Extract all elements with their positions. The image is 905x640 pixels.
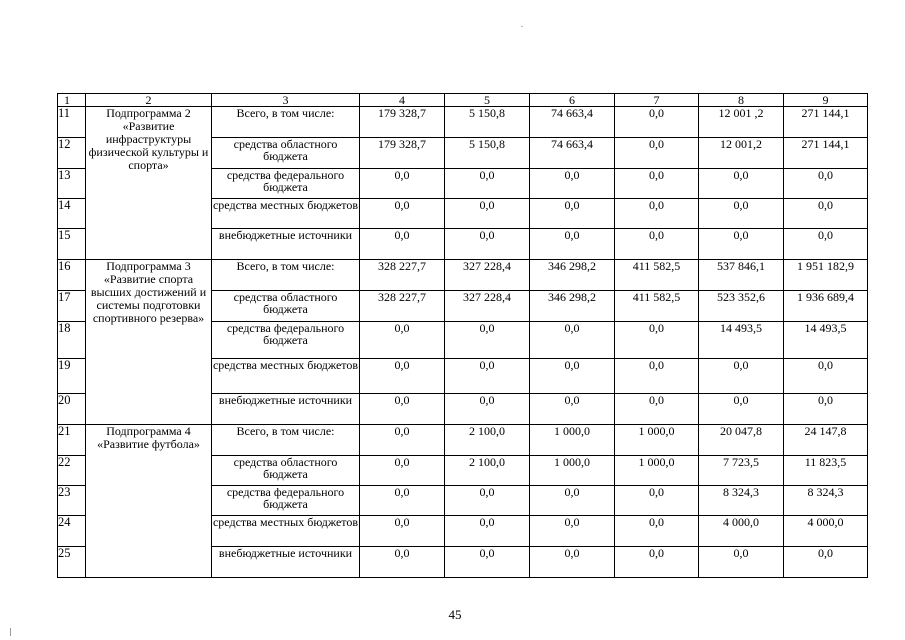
amount-cell: 0,0 <box>784 229 868 260</box>
row-number: 15 <box>58 229 86 260</box>
row-number: 18 <box>58 322 86 359</box>
amount-cell: 0,0 <box>615 516 699 547</box>
funding-source: средства местных бюджетов <box>212 199 360 229</box>
row-number: 11 <box>58 107 86 138</box>
amount-cell: 0,0 <box>615 394 699 425</box>
amount-cell: 0,0 <box>784 359 868 394</box>
amount-cell: 0,0 <box>784 199 868 229</box>
funding-source: средства областного бюджета <box>212 456 360 486</box>
amount-cell: 0,0 <box>445 547 530 578</box>
row-number: 19 <box>58 359 86 394</box>
funding-source: Всего, в том числе: <box>212 107 360 138</box>
row-number: 25 <box>58 547 86 578</box>
header-cell: 9 <box>784 94 868 107</box>
header-cell: 2 <box>86 94 212 107</box>
table-row <box>58 260 868 291</box>
amount-cell: 14 493,5 <box>784 322 868 359</box>
amount-cell: 0,0 <box>445 394 530 425</box>
amount-cell: 0,0 <box>699 169 784 199</box>
funding-source: Всего, в том числе: <box>212 260 360 291</box>
amount-cell: 0,0 <box>530 486 615 516</box>
amount-cell: 411 582,5 <box>615 291 699 322</box>
subprogram-name: Подпрограмма 4 «Развитие футбола» <box>86 425 212 578</box>
amount-cell: 327 228,4 <box>445 291 530 322</box>
amount-cell: 0,0 <box>530 199 615 229</box>
amount-cell: 0,0 <box>784 547 868 578</box>
amount-cell: 0,0 <box>445 199 530 229</box>
amount-cell: 2 100,0 <box>445 456 530 486</box>
amount-cell: 0,0 <box>445 486 530 516</box>
amount-cell: 327 228,4 <box>445 260 530 291</box>
funding-source: внебюджетные источники <box>212 394 360 425</box>
header-cell: 8 <box>699 94 784 107</box>
row-number: 24 <box>58 516 86 547</box>
funding-source: средства местных бюджетов <box>212 359 360 394</box>
amount-cell: 1 936 689,4 <box>784 291 868 322</box>
table-body <box>58 94 868 578</box>
funding-source: Всего, в том числе: <box>212 425 360 456</box>
amount-cell: 0,0 <box>445 516 530 547</box>
header-cell: 5 <box>445 94 530 107</box>
amount-cell: 0,0 <box>615 322 699 359</box>
amount-cell: 0,0 <box>360 486 445 516</box>
amount-cell: 0,0 <box>530 229 615 260</box>
amount-cell: 12 001 ,2 <box>699 107 784 138</box>
header-cell: 4 <box>360 94 445 107</box>
amount-cell: 179 328,7 <box>360 107 445 138</box>
amount-cell: 0,0 <box>360 516 445 547</box>
amount-cell: 0,0 <box>615 138 699 169</box>
amount-cell: 1 000,0 <box>615 456 699 486</box>
row-number: 16 <box>58 260 86 291</box>
amount-cell: 7 723,5 <box>699 456 784 486</box>
amount-cell: 0,0 <box>615 107 699 138</box>
amount-cell: 271 144,1 <box>784 107 868 138</box>
amount-cell: 0,0 <box>360 394 445 425</box>
funding-source: средства федерального бюджета <box>212 486 360 516</box>
row-number: 14 <box>58 199 86 229</box>
table-row <box>58 107 868 138</box>
amount-cell: 346 298,2 <box>530 291 615 322</box>
amount-cell: 537 846,1 <box>699 260 784 291</box>
amount-cell: 0,0 <box>530 394 615 425</box>
amount-cell: 1 000,0 <box>615 425 699 456</box>
amount-cell: 0,0 <box>530 516 615 547</box>
amount-cell: 5 150,8 <box>445 138 530 169</box>
amount-cell: 0,0 <box>699 394 784 425</box>
amount-cell: 0,0 <box>445 359 530 394</box>
subprogram-name: Подпрограмма 2 «Развитие инфраструктуры физической культуры и спорта» <box>86 107 212 260</box>
amount-cell: 4 000,0 <box>784 516 868 547</box>
amount-cell: 0,0 <box>530 169 615 199</box>
amount-cell: 0,0 <box>615 359 699 394</box>
amount-cell: 0,0 <box>360 199 445 229</box>
amount-cell: 4 000,0 <box>699 516 784 547</box>
amount-cell: 1 000,0 <box>530 425 615 456</box>
header-cell: 3 <box>212 94 360 107</box>
amount-cell: 0,0 <box>360 322 445 359</box>
amount-cell: 1 951 182,9 <box>784 260 868 291</box>
amount-cell: 2 100,0 <box>445 425 530 456</box>
row-number: 23 <box>58 486 86 516</box>
amount-cell: 0,0 <box>699 229 784 260</box>
amount-cell: 11 823,5 <box>784 456 868 486</box>
funding-source: средства областного бюджета <box>212 291 360 322</box>
row-number: 13 <box>58 169 86 199</box>
amount-cell: 0,0 <box>699 547 784 578</box>
amount-cell: 0,0 <box>360 456 445 486</box>
amount-cell: 0,0 <box>615 229 699 260</box>
amount-cell: 0,0 <box>615 486 699 516</box>
amount-cell: 0,0 <box>360 229 445 260</box>
row-number: 20 <box>58 394 86 425</box>
amount-cell: 0,0 <box>530 359 615 394</box>
amount-cell: 179 328,7 <box>360 138 445 169</box>
row-number: 12 <box>58 138 86 169</box>
amount-cell: 0,0 <box>615 169 699 199</box>
amount-cell: 0,0 <box>360 359 445 394</box>
scan-speck <box>521 26 523 27</box>
amount-cell: 0,0 <box>360 547 445 578</box>
amount-cell: 271 144,1 <box>784 138 868 169</box>
row-number: 21 <box>58 425 86 456</box>
funding-table <box>57 93 868 578</box>
amount-cell: 0,0 <box>784 394 868 425</box>
amount-cell: 74 663,4 <box>530 138 615 169</box>
page-number: 45 <box>448 607 462 622</box>
amount-cell: 8 324,3 <box>699 486 784 516</box>
amount-cell: 0,0 <box>615 547 699 578</box>
amount-cell: 0,0 <box>445 169 530 199</box>
amount-cell: 0,0 <box>699 199 784 229</box>
amount-cell: 0,0 <box>615 199 699 229</box>
funding-source: средства федерального бюджета <box>212 322 360 359</box>
funding-source: средства областного бюджета <box>212 138 360 169</box>
amount-cell: 14 493,5 <box>699 322 784 359</box>
header-cell: 7 <box>615 94 699 107</box>
header-row <box>58 94 868 107</box>
amount-cell: 411 582,5 <box>615 260 699 291</box>
amount-cell: 0,0 <box>784 169 868 199</box>
amount-cell: 0,0 <box>530 322 615 359</box>
funding-source: внебюджетные источники <box>212 229 360 260</box>
amount-cell: 0,0 <box>530 547 615 578</box>
amount-cell: 20 047,8 <box>699 425 784 456</box>
header-cell: 6 <box>530 94 615 107</box>
row-number: 17 <box>58 291 86 322</box>
header-cell: 1 <box>58 94 86 107</box>
margin-mark <box>10 628 11 636</box>
amount-cell: 0,0 <box>445 229 530 260</box>
subprogram-name: Подпрограмма 3 «Развитие спорта высших достижений и системы подготовки спортивного резерва» <box>86 260 212 425</box>
funding-source: средства местных бюджетов <box>212 516 360 547</box>
amount-cell: 74 663,4 <box>530 107 615 138</box>
table-row <box>58 425 868 456</box>
amount-cell: 12 001,2 <box>699 138 784 169</box>
amount-cell: 24 147,8 <box>784 425 868 456</box>
amount-cell: 5 150,8 <box>445 107 530 138</box>
funding-source: внебюджетные источники <box>212 547 360 578</box>
amount-cell: 0,0 <box>445 322 530 359</box>
amount-cell: 1 000,0 <box>530 456 615 486</box>
amount-cell: 0,0 <box>360 425 445 456</box>
amount-cell: 346 298,2 <box>530 260 615 291</box>
amount-cell: 328 227,7 <box>360 291 445 322</box>
row-number: 22 <box>58 456 86 486</box>
amount-cell: 8 324,3 <box>784 486 868 516</box>
amount-cell: 0,0 <box>360 169 445 199</box>
amount-cell: 328 227,7 <box>360 260 445 291</box>
funding-source: средства федерального бюджета <box>212 169 360 199</box>
amount-cell: 0,0 <box>699 359 784 394</box>
amount-cell: 523 352,6 <box>699 291 784 322</box>
